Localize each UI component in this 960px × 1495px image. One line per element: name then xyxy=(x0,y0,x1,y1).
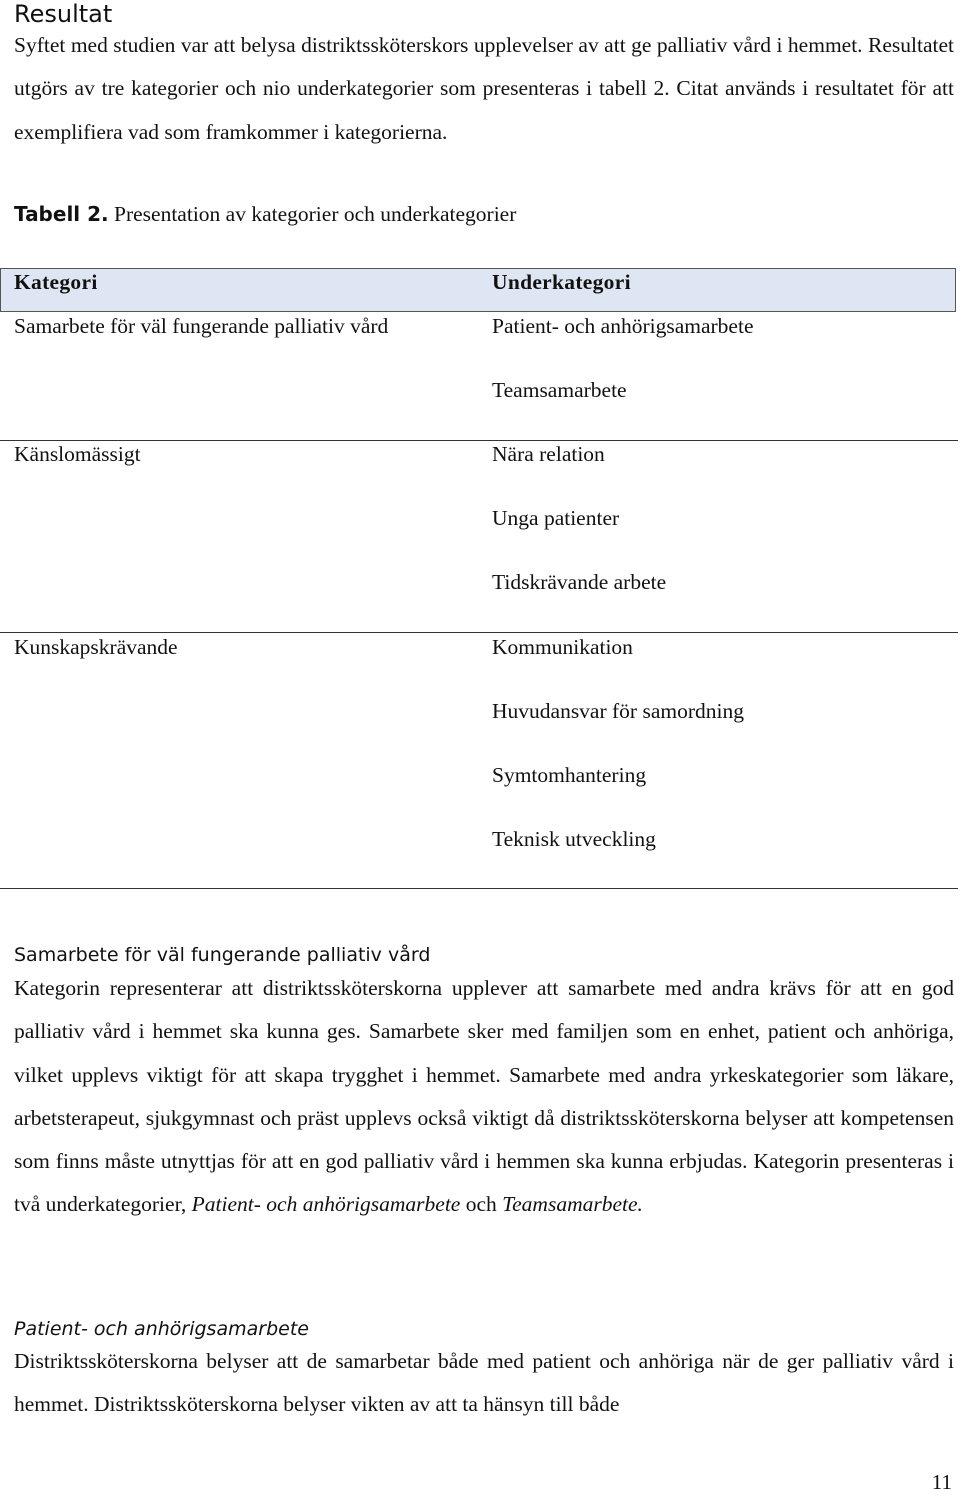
table-subcategory-cell: Patient- och anhörigsamarbete xyxy=(492,314,754,338)
table-caption-label: Tabell 2. xyxy=(14,202,109,226)
table-header-category: Kategori xyxy=(14,270,98,294)
table-caption xyxy=(14,202,516,227)
table-category-cell: Kunskapskrävande xyxy=(14,635,178,659)
section3-title: Patient- och anhörigsamarbete xyxy=(14,1318,309,1340)
section3-paragraph-text: Distriktssköterskorna belyser att de samarbetar både med patient och anhöriga när de ger palliativ vård i hemmet. Distriktssköterskorna belyser vikten av att ta hänsyn till både xyxy=(14,1349,954,1417)
intro-paragraph-text: Syftet med studien var att belysa distriktssköterskors upplevelser av att ge palliativ vård i hemmet. Resultatet utgörs av tre kategorier och nio underkategorier som presenteras i tabell 2. Citat används i resultatet för att exemplifiera vad som framkommer i kategorierna. xyxy=(14,33,954,144)
table-subcategory-cell: Nära relation xyxy=(492,442,605,466)
table-subcategory-cell: Huvudansvar för samordning xyxy=(492,699,744,723)
table-subcategory-cell: Symtomhantering xyxy=(492,763,647,787)
table-subcategory-cell: Tidskrävande arbete xyxy=(492,570,667,594)
section3-paragraph xyxy=(14,1340,954,1427)
table-subcategory-cell: Teknisk utveckling xyxy=(492,827,656,851)
section2-paragraph-text: Kategorin representerar att distriktssköterskorna upplever att samarbete med andra krävs för att en god palliativ vård i hemmet ska kunna ges. Samarbete sker med familjen som en enhet, patient och anhöriga, vilket upplevs viktigt för att skapa trygghet i hemmet. Samarbete med andra yrkeskategorier som läkare, arbetsterapeut, sjukgymnast och präst upplevs också viktigt då distriktssköterskorna belyser att kompetensen som finns måste utnyttjas för att en god palliativ vård i hemmen ska kunna erbjudas. Kategorin presenteras i två underkategorier, xyxy=(14,976,954,1217)
table-bottom-border xyxy=(0,888,958,889)
table-category-cell: Känslomässigt xyxy=(14,442,141,466)
table-subcategory-cell: Kommunikation xyxy=(492,635,633,659)
section2-italic-2: Teamsamarbete. xyxy=(502,1192,643,1217)
section2-italic-1: Patient- och anhörigsamarbete xyxy=(191,1192,461,1217)
section2-paragraph-body xyxy=(14,967,954,1227)
intro-paragraph xyxy=(14,24,954,154)
page-number: 11 xyxy=(931,1470,952,1494)
section2-connector: och xyxy=(460,1192,503,1217)
section2-paragraph xyxy=(14,967,954,1227)
table-subcategory-cell: Unga patienter xyxy=(492,506,620,530)
table-row-divider xyxy=(0,440,958,441)
table-header-subcategory: Underkategori xyxy=(492,270,631,294)
table-header-row xyxy=(0,268,956,312)
table-row-divider xyxy=(0,632,958,633)
section-title: Resultat xyxy=(14,0,113,28)
table-subcategory-cell: Teamsamarbete xyxy=(492,378,627,402)
section2-title: Samarbete för väl fungerande palliativ vård xyxy=(14,944,431,966)
table-category-cell: Samarbete för väl fungerande palliativ vård xyxy=(14,314,389,338)
table-caption-text: Presentation av kategorier och underkategorier xyxy=(108,202,517,226)
